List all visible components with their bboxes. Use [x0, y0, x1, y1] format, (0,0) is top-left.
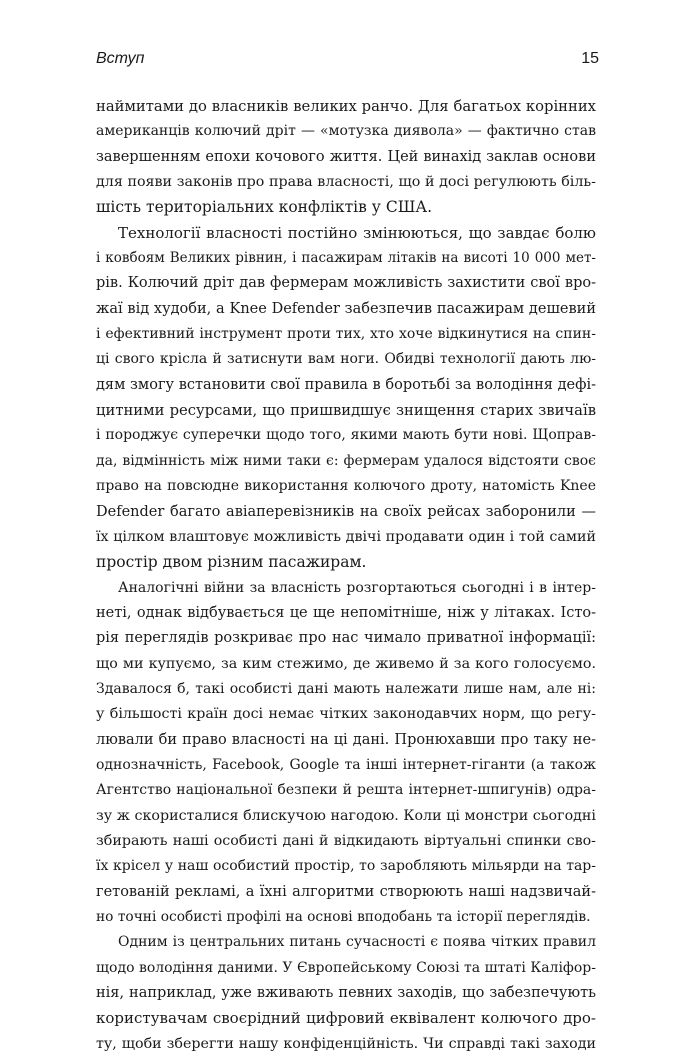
text-line: збирають наші особисті дані й відкидають віртуальні спинки сво-: [96, 832, 596, 849]
text-line: для появи законів про права власності, що й досі регулюють біль-: [96, 174, 596, 191]
text-line: цитними ресурсами, що пришвидшує знищення старих звичаїв: [96, 402, 596, 420]
text-line: Агентство національної безпеки й решта інтернет-шпигунів) одра-: [96, 782, 596, 799]
text-line: неті, однак відбувається це ще непомітніше, ніж у літаках. Істо-: [96, 604, 596, 621]
text-line: но точні особисті профілі на основі вподобань та історії переглядів.: [96, 909, 591, 925]
text-line: у більшості країн досі немає чітких законодавчих норм, що регу-: [96, 706, 596, 723]
text-line: користувачам своєрідний цифровий еквівалент колючого дро-: [96, 1009, 596, 1028]
text-line: що ми купуємо, за ким стежимо, де живемо й за кого голосуємо.: [96, 655, 596, 672]
text-line: шість територіальних конфліктів у США.: [96, 198, 433, 217]
body-text: [96, 94, 596, 1057]
text-line: зу ж скористалися блискучою нагодою. Коли ці монстри сьогодні: [96, 807, 596, 824]
text-line: лювали би право власності на ці дані. Пронюхавши про таку не-: [96, 731, 596, 748]
text-line: і ковбоям Великих рівнин, і пасажирам літаків на висоті 10 000 мет-: [96, 250, 596, 267]
text-line: завершенням епохи кочового життя. Цей винахід заклав основи: [96, 148, 596, 165]
text-line: Технології власності постійно змінюються, що завдає болю: [118, 223, 596, 242]
text-line: однозначність, Facebook, Google та інші інтернет-гіганти (а також: [96, 756, 596, 773]
text-line: дям змогу встановити свої правила в боротьбі за володіння дефі-: [96, 376, 596, 393]
text-line: гетованій рекламі, а їхні алгоритми створюють наші надзвичай-: [96, 883, 596, 900]
running-header: Вступ: [96, 50, 145, 67]
text-line: простір двом різним пасажирам.: [96, 553, 367, 572]
text-line: Одним із центральних питань сучасності є поява чітких правил: [118, 934, 596, 951]
text-line: їх цілком влаштовує можливість двічі продавати один і той самий: [96, 528, 596, 545]
page-number: 15: [581, 50, 599, 67]
text-line: ту, щоби зберегти нашу конфіденційність. Чи справді такі заходи: [96, 1035, 596, 1052]
text-line: жаї від худоби, а Knee Defender забезпечив пасажирам дешевий: [96, 300, 596, 317]
text-line: рія переглядів розкриває про нас чимало приватної інформації:: [96, 630, 596, 647]
text-line: і породжує суперечки щодо того, якими мають бути нові. Щоправ-: [96, 427, 596, 444]
text-line: американців колючий дріт — «мотузка диявола» — фактично став: [96, 123, 596, 140]
text-line: Аналогічні війни за власність розгортаються сьогодні і в інтер-: [118, 579, 596, 596]
text-line: да, відмінність між ними таки є: фермерам удалося відстояти своє: [96, 452, 596, 469]
text-line: нія, наприклад, уже вживають певних заходів, що забезпечують: [96, 985, 596, 1002]
text-line: і ефективний інструмент проти тих, хто хоче відкинутися на спин-: [96, 326, 596, 343]
text-line: рів. Колючий дріт дав фермерам можливість захистити свої вро-: [96, 275, 596, 292]
text-line: ці свого крісла й затиснути вам ноги. Обидві технології дають лю-: [96, 351, 596, 368]
text-line: Defender багато авіаперевізників на своїх рейсах заборонили —: [96, 503, 596, 520]
text-line: Здавалося б, такі особисті дані мають належати лише нам, але ні:: [96, 680, 596, 697]
text-line: їх крісел у наш особистий простір, то заробляють мільярди на тар-: [96, 858, 596, 875]
text-line: щодо володіння даними. У Європейському Союзі та штаті Каліфор-: [96, 959, 596, 976]
text-line: право на повсюдне використання колючого дроту, натомість Knee: [96, 478, 596, 495]
text-line: наймитами до власників великих ранчо. Для багатьох корінних: [96, 98, 596, 115]
